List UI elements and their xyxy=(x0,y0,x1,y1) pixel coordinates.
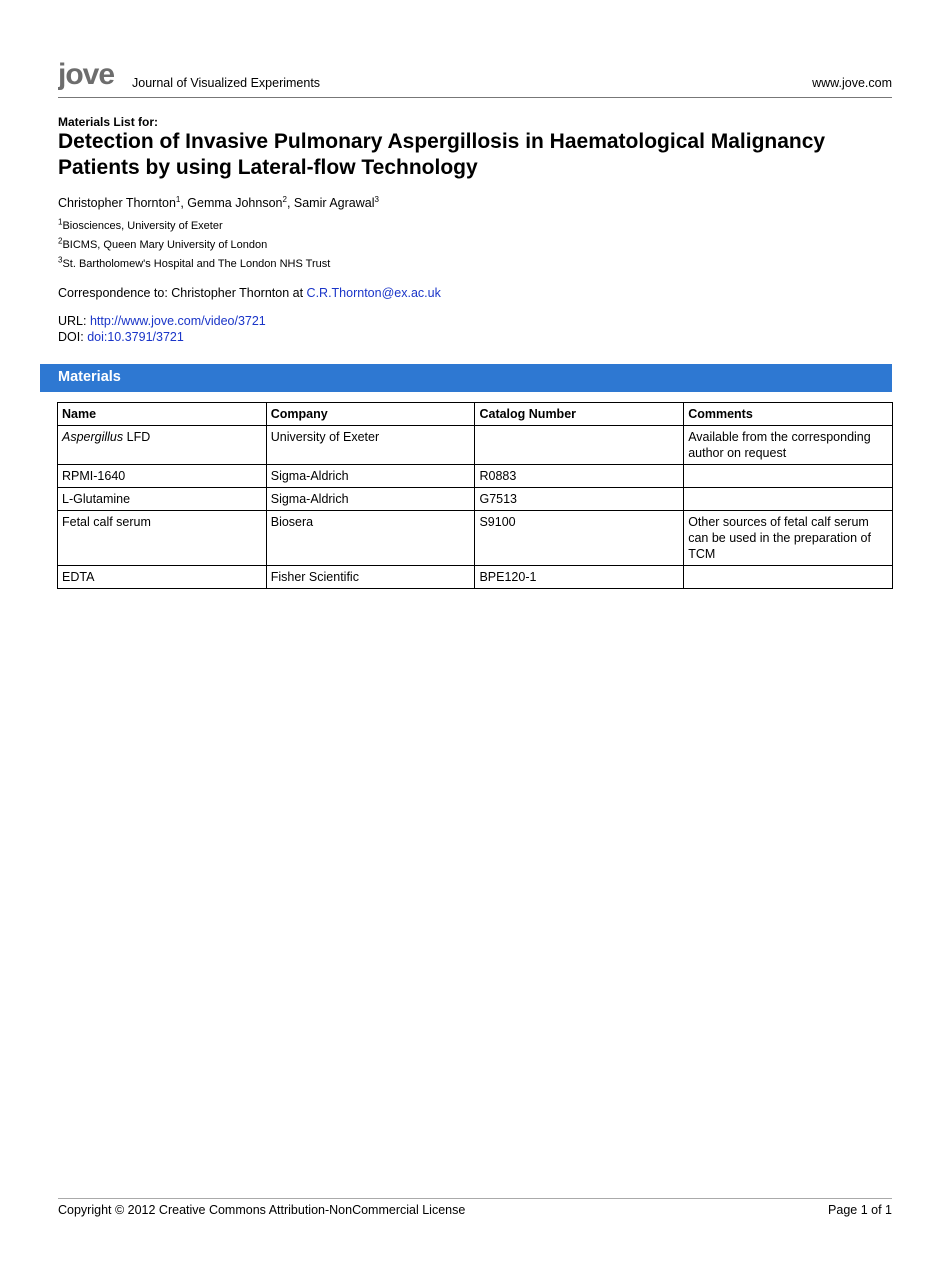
page-title: Detection of Invasive Pulmonary Aspergillosis in Haematological Malignancy Patients by using Lateral-flow Technology xyxy=(58,130,826,179)
name-italic: Aspergillus xyxy=(62,430,124,444)
affiliation xyxy=(58,255,331,270)
column-header: Company xyxy=(266,403,475,426)
cell-comments xyxy=(684,488,893,511)
cell-name xyxy=(58,426,267,465)
cell-comments xyxy=(684,566,893,589)
footer-divider xyxy=(58,1198,892,1199)
affiliation-text: St. Bartholomew's Hospital and The London NHS Trust xyxy=(62,258,331,270)
author-sup: 3 xyxy=(374,194,379,204)
cell-company: Fisher Scientific xyxy=(266,566,475,589)
table-row xyxy=(58,511,893,566)
author-name: Gemma Johnson xyxy=(187,196,283,210)
correspondence xyxy=(58,286,441,300)
column-header: Name xyxy=(58,403,267,426)
author-sup: 2 xyxy=(282,194,287,204)
column-header: Comments xyxy=(684,403,893,426)
cell-name: EDTA xyxy=(58,566,267,589)
cell-catalog: S9100 xyxy=(475,511,684,566)
affiliation-text: BICMS, Queen Mary University of London xyxy=(62,239,268,251)
cell-company: Sigma-Aldrich xyxy=(266,465,475,488)
logo-text: jove xyxy=(58,60,115,91)
cell-comments: Other sources of fetal calf serum can be used in the preparation of TCM xyxy=(684,511,893,566)
header-divider xyxy=(58,97,892,98)
page-number: Page 1 of 1 xyxy=(828,1203,892,1217)
cell-catalog: BPE120-1 xyxy=(475,566,684,589)
name-text: LFD xyxy=(126,430,151,444)
table-row xyxy=(58,566,893,589)
table-row xyxy=(58,465,893,488)
jove-logo xyxy=(58,60,128,96)
cell-comments: Available from the corresponding author on request xyxy=(684,426,893,465)
url-link[interactable]: http://www.jove.com/video/3721 xyxy=(89,314,266,328)
correspondence-prefix: Correspondence to: Christopher Thornton at xyxy=(58,286,304,300)
url-line xyxy=(58,314,266,328)
cell-company: University of Exeter xyxy=(266,426,475,465)
cell-comments xyxy=(684,465,893,488)
doi-link[interactable]: doi:10.3791/3721 xyxy=(87,330,184,344)
author-name: Samir Agrawal xyxy=(293,196,375,210)
cell-catalog xyxy=(475,426,684,465)
copyright-notice: Copyright © 2012 Creative Commons Attribution-NonCommercial License xyxy=(58,1203,466,1217)
url-label: URL: xyxy=(58,314,87,328)
doi-line xyxy=(58,330,184,344)
cell-catalog: G7513 xyxy=(475,488,684,511)
materials-list-label: Materials List for: xyxy=(58,115,159,129)
cell-name: L-Glutamine xyxy=(58,488,267,511)
affiliation-text: Biosciences, University of Exeter xyxy=(62,220,223,232)
affiliation-sup: 2 xyxy=(58,236,63,246)
affiliation xyxy=(58,217,223,232)
table-row xyxy=(58,426,893,465)
site-link[interactable]: www.jove.com xyxy=(812,76,892,90)
cell-name: Fetal calf serum xyxy=(58,511,267,566)
cell-company: Sigma-Aldrich xyxy=(266,488,475,511)
table-row xyxy=(58,488,893,511)
author-name: Christopher Thornton xyxy=(58,196,176,210)
materials-section-header xyxy=(40,364,892,392)
author-sup: 1 xyxy=(175,194,181,204)
cell-name: RPMI-1640 xyxy=(58,465,267,488)
email-link[interactable]: C.R.Thornton@ex.ac.uk xyxy=(306,286,441,300)
affiliation-sup: 1 xyxy=(58,217,63,227)
affiliation-sup: 3 xyxy=(58,255,63,265)
journal-name: Journal of Visualized Experiments xyxy=(132,76,321,90)
cell-catalog: R0883 xyxy=(475,465,684,488)
table-header-row xyxy=(58,403,893,426)
affiliation xyxy=(58,236,268,251)
author-list: Christopher Thornton$^1$, Gemma Johnson$^2$, Samir Agrawal$^3$ xyxy=(58,194,379,210)
cell-company: Biosera xyxy=(266,511,475,566)
materials-table xyxy=(57,402,893,589)
column-header: Catalog Number xyxy=(475,403,684,426)
doi-label: DOI: xyxy=(58,330,84,344)
materials-heading: Materials xyxy=(58,369,121,385)
